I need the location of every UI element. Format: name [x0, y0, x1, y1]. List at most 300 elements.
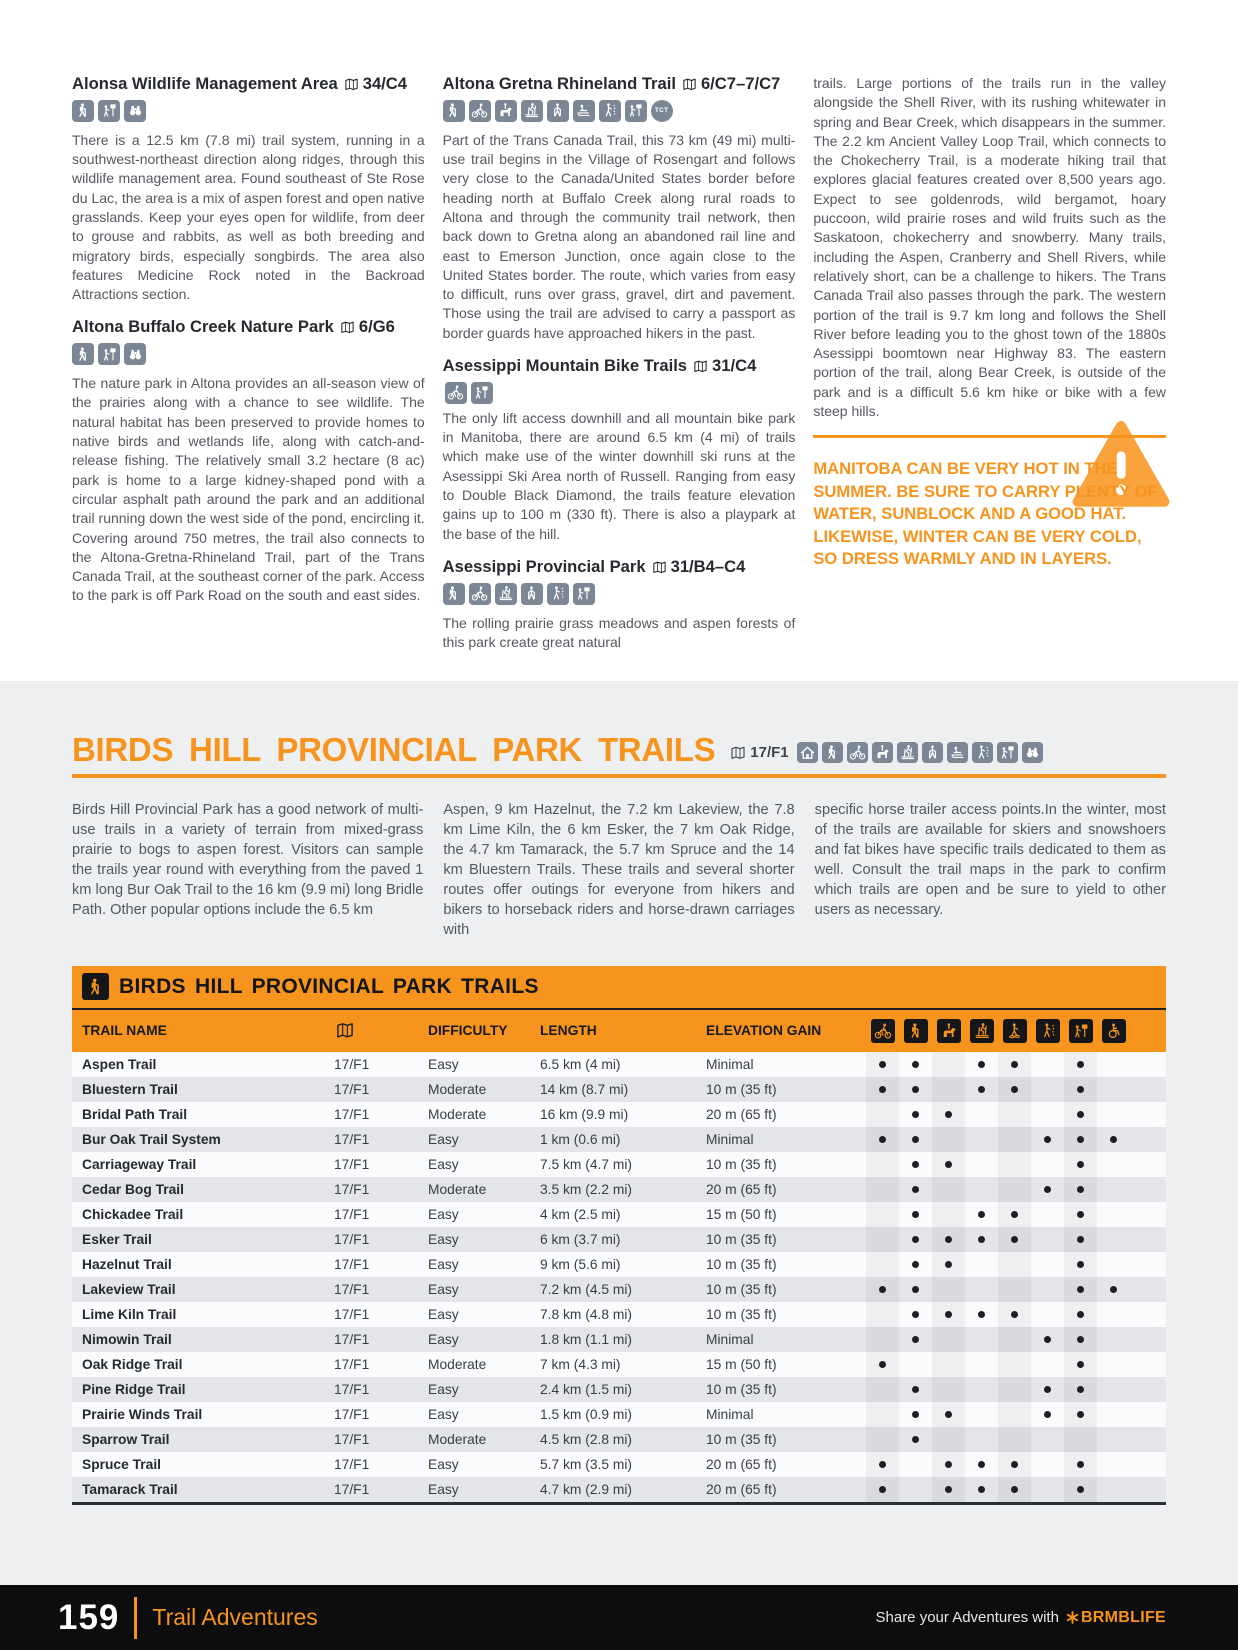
elevation-cell: 20 m (65 ft): [706, 1456, 777, 1472]
activity-dot: [1077, 1211, 1084, 1218]
elevation-cell: 10 m (35 ft): [706, 1381, 777, 1397]
activity-cell: [932, 1277, 965, 1302]
activity-cell: [1097, 1477, 1130, 1502]
activity-dot: [1077, 1286, 1084, 1293]
section-title: BIRDS HILL PROVINCIAL PARK TRAILS: [72, 731, 716, 768]
activity-cell: [965, 1202, 998, 1227]
hiking-icon: [72, 343, 94, 365]
activity-cell: [932, 1052, 965, 1077]
activity-cell: [998, 1377, 1031, 1402]
article: [443, 557, 796, 652]
activity-dot: [1044, 1336, 1051, 1343]
map-ref-text: 6/C7–7/C7: [700, 74, 781, 93]
map-ref-text: 31/C4: [712, 356, 757, 375]
asterisk-star-icon: [1066, 1611, 1079, 1624]
length-cell: 1.8 km (1.1 mi): [540, 1331, 632, 1347]
table-row: [72, 1327, 1166, 1352]
table-row: [72, 1202, 1166, 1227]
activity-dot: [912, 1286, 919, 1293]
trail-name-cell: Lakeview Trail: [82, 1281, 176, 1297]
trail-name-cell: Bluestern Trail: [82, 1081, 178, 1097]
activity-dot: [978, 1461, 985, 1468]
activity-cell: [1097, 1102, 1130, 1127]
activity-cell: [965, 1102, 998, 1127]
trail-name-cell: Bridal Path Trail: [82, 1106, 188, 1122]
hiker-icon: [82, 973, 109, 1000]
activity-cell: [932, 1252, 965, 1277]
difficulty-cell: Easy: [428, 1131, 459, 1147]
activity-cell: [965, 1477, 998, 1502]
activity-dot: [945, 1461, 952, 1468]
activity-dot: [1077, 1136, 1084, 1143]
activity-cell: [899, 1427, 932, 1452]
table-row: [72, 1427, 1166, 1452]
map-ref-cell: 17/F1: [334, 1181, 370, 1197]
activity-cell: [866, 1152, 899, 1177]
map-ref: [692, 356, 756, 377]
article-continuation-text: trails. Large portions of the trails run in the valley alongside the Shell River, with its rushing whitewater in spring and Bear Creek, which disappears in the summer. The 2.2 km Ancient Valley Loop Trail, which connects to the Chokecherry Trail, is a moderate hiking trail that explores glacial features created over 8,500 years ago. Expect to see goldenrods, wild bergamot, hoary puccoon, wild prairie roses and wild fruits such as the Saskatoon, chokecherry and snowberry. Many trails, including the Aspen, Cranberry and Shell Rivers, while relatively short, can be a challenge to hikers. The Trans Canada Trail also passes through the park. The western portion of the trail is 9.7 km long and follows the Shell River before leading you to the ghost town of the 1880s Asessippi boomtown near Highway 83. The eastern portion of the trail, along Bear Creek, is outside of the park and is a difficult 5.6 km hike or bike with a few steep hills.: [813, 75, 1167, 420]
activity-cell: [932, 1327, 965, 1352]
activity-cell: [1097, 1452, 1130, 1477]
activity-icons: [72, 343, 425, 365]
interpretive-icon: [573, 583, 595, 605]
activity-cell: [965, 1427, 998, 1452]
trails-table: [72, 966, 1166, 1505]
activity-cell: [1097, 1402, 1130, 1427]
activity-cell: [1064, 1102, 1097, 1127]
activity-cell: [1031, 1127, 1064, 1152]
activity-cell: [932, 1227, 965, 1252]
table-row: [72, 1127, 1166, 1152]
trail-name-cell: Nimowin Trail: [82, 1331, 172, 1347]
elevation-cell: 10 m (35 ft): [706, 1256, 777, 1272]
activity-cell: [1031, 1477, 1064, 1502]
map-ref-cell: 17/F1: [334, 1081, 370, 1097]
length-cell: 4.7 km (2.9 mi): [540, 1481, 632, 1497]
activity-dot: [945, 1311, 952, 1318]
activity-cell: [866, 1352, 899, 1377]
activity-dot: [1011, 1461, 1018, 1468]
activity-dot: [1077, 1261, 1084, 1268]
elevation-cell: 15 m (50 ft): [706, 1356, 777, 1372]
activity-cell: [1031, 1352, 1064, 1377]
activity-cell: [1031, 1452, 1064, 1477]
activity-cell: [965, 1302, 998, 1327]
activity-cell: [932, 1177, 965, 1202]
activity-dot: [879, 1486, 886, 1493]
activity-cell: [1097, 1377, 1130, 1402]
activity-cell: [932, 1127, 965, 1152]
activity-cell: [866, 1202, 899, 1227]
activity-dot: [912, 1061, 919, 1068]
length-cell: 4 km (2.5 mi): [540, 1206, 621, 1222]
trekking-icon: [599, 100, 621, 122]
map-ref-text: 34/C4: [362, 74, 407, 93]
activity-dot: [912, 1111, 919, 1118]
activity-dot: [1077, 1411, 1084, 1418]
map-ref-cell: 17/F1: [334, 1381, 370, 1397]
activity-dot: [1077, 1361, 1084, 1368]
activity-cell: [1031, 1252, 1064, 1277]
map-icon: [339, 320, 356, 335]
table-row: [72, 1452, 1166, 1477]
map-ref-cell: 17/F1: [334, 1056, 370, 1072]
difficulty-cell: Easy: [428, 1381, 459, 1397]
activity-dot: [1011, 1211, 1018, 1218]
article-body: The rolling prairie grass meadows and aspen forests of this park create great natural: [442, 614, 796, 650]
xc-skiing-column-icon: [970, 1019, 994, 1043]
activity-dot: [912, 1386, 919, 1393]
table-row: [72, 1277, 1166, 1302]
trekking-icon: [547, 583, 569, 605]
activity-cell: [1031, 1302, 1064, 1327]
activity-cell: [1031, 1427, 1064, 1452]
activity-dot: [945, 1111, 952, 1118]
trail-name-cell: Bur Oak Trail System: [82, 1131, 221, 1147]
elevation-cell: 10 m (35 ft): [706, 1231, 777, 1247]
activity-cell: [1064, 1427, 1097, 1452]
activity-dot: [879, 1286, 886, 1293]
activity-cell: [965, 1252, 998, 1277]
activity-dot: [1077, 1061, 1084, 1068]
difficulty-cell: Easy: [428, 1481, 459, 1497]
intro-paragraph: Birds Hill Provincial Park has a good network of multi-use trails in a variety of terrain from mixed-grass prairie to bogs to aspen forest. Visitors can sample the trails year round with everything from the paved 1 km long Bur Oak Trail to the 16 km (9.9 mi) long Bridle Path. Other popular options include the 6.5 km: [72, 801, 424, 918]
footer-share-text: Share your Adventures with: [875, 1609, 1059, 1626]
article-title-text: Asessippi Provincial Park: [442, 556, 646, 576]
activity-cell: [965, 1452, 998, 1477]
activity-cell: [1031, 1177, 1064, 1202]
map-ref: [681, 74, 780, 95]
hiking-icon: [443, 100, 465, 122]
activity-dot: [1077, 1111, 1084, 1118]
wildlife-viewing-icon: [1022, 742, 1043, 763]
map-ref-cell: 17/F1: [334, 1306, 370, 1322]
activity-cell: [1064, 1477, 1097, 1502]
article-body: The nature park in Altona provides an all-season view of the prairies along with a chance to see wildlife. The natural habitat has been preserved to provide homes to native birds and wetlands life, along with catch-and-release fishing. The relatively small 3.2 hectare (8 ac) park is home to a large kidney-shaped pond with a circular asphalt path around the park and an additional trail running down the west side of the pond, encircling it. Covering around 750 metres, the trail also connects to the Altona-Gretna-Rhineland Trail, part of the Trans Canada Trail, at the southeast corner of the park. Access to the park is off Park Road on the south and east sides.: [72, 375, 425, 604]
difficulty-cell: Moderate: [428, 1356, 487, 1372]
map-ref-cell: 17/F1: [334, 1106, 370, 1122]
biking-icon: [469, 583, 491, 605]
activity-cell: [866, 1477, 899, 1502]
activity-dot: [945, 1411, 952, 1418]
activity-cell: [998, 1077, 1031, 1102]
activity-cell: [866, 1077, 899, 1102]
length-cell: 3.5 km (2.2 mi): [540, 1181, 632, 1197]
activity-cell: [965, 1277, 998, 1302]
difficulty-cell: Easy: [428, 1256, 459, 1272]
wildlife-viewing-icon: [124, 343, 146, 365]
map-ref-cell: 17/F1: [334, 1281, 370, 1297]
trail-name-cell: Aspen Trail: [82, 1056, 157, 1072]
activity-dot: [1077, 1086, 1084, 1093]
trail-name-cell: Spruce Trail: [82, 1456, 161, 1472]
elevation-cell: Minimal: [706, 1406, 754, 1422]
length-cell: 1 km (0.6 mi): [540, 1131, 621, 1147]
activity-cell: [866, 1452, 899, 1477]
activity-cell: [965, 1177, 998, 1202]
map-icon: [692, 359, 709, 374]
activity-cell: [1064, 1077, 1097, 1102]
activity-cell: [1031, 1377, 1064, 1402]
difficulty-cell: Moderate: [428, 1431, 487, 1447]
article-title-text: Asessippi Mountain Bike Trails: [442, 356, 688, 375]
activity-cell: [998, 1127, 1031, 1152]
article-column-2: [443, 74, 796, 681]
horseback-icon: [872, 742, 893, 763]
length-cell: 7 km (4.3 mi): [540, 1356, 621, 1372]
article: [72, 74, 425, 304]
activity-cell: [899, 1402, 932, 1427]
activity-dot: [912, 1186, 919, 1193]
article: [443, 356, 796, 544]
activity-cell: [1064, 1177, 1097, 1202]
table-row: [72, 1477, 1166, 1502]
activity-cell: [1031, 1102, 1064, 1127]
snowshoeing-column-icon: [1003, 1019, 1027, 1043]
activity-dot: [978, 1311, 985, 1318]
length-cell: 6 km (3.7 mi): [540, 1231, 621, 1247]
article-title-text: Altona Buffalo Creek Nature Park: [72, 317, 334, 337]
activity-dot: [1044, 1386, 1051, 1393]
activity-cell: [1064, 1127, 1097, 1152]
article-column-1: [72, 74, 425, 681]
trail-name-cell: Oak Ridge Trail: [82, 1356, 183, 1372]
activity-dot: [1110, 1136, 1117, 1143]
activity-cell: [866, 1427, 899, 1452]
activity-cell: [932, 1077, 965, 1102]
trail-name-cell: Esker Trail: [82, 1231, 152, 1247]
hiking-icon: [822, 742, 843, 763]
difficulty-cell: Easy: [428, 1231, 459, 1247]
difficulty-cell: Easy: [428, 1331, 459, 1347]
table-row: [72, 1302, 1166, 1327]
activity-cell: [866, 1277, 899, 1302]
activity-dot: [912, 1161, 919, 1168]
activity-dot: [1011, 1486, 1018, 1493]
activity-cell: [1097, 1152, 1130, 1177]
article-body: There is a 12.5 km (7.8 mi) trail system, running in a southwest-northeast direction along ridges, through this wildlife management area. Found southeast of Ste Rose du Lac, the area is a mix of aspen forest and open native grasslands. Keep your eyes open for wildlife, from deer to grouse and rabbits, as well as both breeding and migratory birds, especially songbirds. The area also features Medicine Rock noted in the Backroad Attractions section.: [72, 131, 425, 303]
table-header-row: [72, 1010, 1166, 1052]
activity-dot: [1077, 1161, 1084, 1168]
elevation-cell: Minimal: [706, 1331, 754, 1347]
map-icon: [343, 77, 360, 92]
activity-cell: [899, 1202, 932, 1227]
interpretive-icon: [625, 100, 647, 122]
activity-cell: [932, 1152, 965, 1177]
warning-rule: [813, 435, 1166, 438]
map-ref-text: 31/B4–C4: [670, 556, 746, 576]
activity-dot: [978, 1086, 985, 1093]
activity-cell: [899, 1352, 932, 1377]
section-intro: [72, 800, 1166, 940]
difficulty-cell: Easy: [428, 1056, 459, 1072]
activity-cell: [1064, 1302, 1097, 1327]
activity-cell: [1097, 1352, 1130, 1377]
article: [72, 317, 425, 605]
length-cell: 16 km (9.9 mi): [540, 1106, 629, 1122]
table-row: [72, 1352, 1166, 1377]
activity-cell: [1031, 1152, 1064, 1177]
activity-dot: [1044, 1186, 1051, 1193]
activity-dot: [1044, 1136, 1051, 1143]
activity-cell: [965, 1052, 998, 1077]
table-row: [72, 1052, 1166, 1077]
activity-dot: [1077, 1486, 1084, 1493]
xc-skiing-icon: [897, 742, 918, 763]
walking-icon: [922, 742, 943, 763]
activity-cell: [866, 1302, 899, 1327]
length-cell: 7.2 km (4.5 mi): [540, 1281, 632, 1297]
sledding-icon: [573, 100, 595, 122]
wheelchair-column-icon: [1102, 1019, 1126, 1043]
activity-cell: [899, 1052, 932, 1077]
lodge-icon: [797, 742, 818, 763]
map-ref-cell: 17/F1: [334, 1131, 370, 1147]
activity-cell: [1031, 1277, 1064, 1302]
activity-cell: [998, 1352, 1031, 1377]
biking-icon: [469, 100, 491, 122]
interpretive-column-icon: [1069, 1019, 1093, 1043]
activity-dot: [978, 1211, 985, 1218]
difficulty-cell: Moderate: [428, 1106, 487, 1122]
activity-dot: [1077, 1311, 1084, 1318]
activity-icons: [443, 100, 796, 122]
elevation-cell: 10 m (35 ft): [706, 1081, 777, 1097]
activity-cell: [899, 1277, 932, 1302]
activity-dot: [912, 1411, 919, 1418]
table-title: BIRDS HILL PROVINCIAL PARK TRAILS: [119, 974, 539, 998]
activity-dot: [1011, 1236, 1018, 1243]
difficulty-cell: Easy: [428, 1456, 459, 1472]
tct-badge-icon: TCT: [651, 100, 673, 122]
page-footer: [0, 1585, 1238, 1650]
activity-cell: [965, 1377, 998, 1402]
activity-dot: [879, 1136, 886, 1143]
top-articles-section: [0, 0, 1238, 681]
table-row: [72, 1177, 1166, 1202]
warning-text: MANITOBA CAN BE VERY HOT IN THE SUMMER. BE SURE TO CARRY PLENTY OF WATER, SUNBLOCK AND A GOOD HAT. LIKEWISE, WINTER CAN BE VERY COLD, SO DRESS WARMLY AND IN LAYERS.: [813, 459, 1158, 569]
activity-dot: [1077, 1236, 1084, 1243]
activity-cell: [932, 1452, 965, 1477]
activity-cell: [965, 1352, 998, 1377]
horseback-icon: [495, 100, 517, 122]
activity-cell: [899, 1452, 932, 1477]
activity-cell: [1064, 1402, 1097, 1427]
article-title: [443, 356, 796, 404]
activity-cell: [932, 1102, 965, 1127]
activity-cell: [1031, 1052, 1064, 1077]
activity-cell: [1031, 1327, 1064, 1352]
activity-cell: [866, 1327, 899, 1352]
elevation-cell: 20 m (65 ft): [706, 1181, 777, 1197]
activity-dot: [1044, 1411, 1051, 1418]
activity-cell: [998, 1202, 1031, 1227]
table-row: [72, 1402, 1166, 1427]
map-ref-cell: 17/F1: [334, 1431, 370, 1447]
activity-cell: [1064, 1452, 1097, 1477]
activity-cell: [998, 1402, 1031, 1427]
map-ref-cell: 17/F1: [334, 1406, 370, 1422]
activity-cell: [899, 1302, 932, 1327]
activity-cell: [1097, 1427, 1130, 1452]
activity-dot: [1011, 1086, 1018, 1093]
warning-box: [813, 435, 1166, 571]
trail-name-cell: Lime Kiln Trail: [82, 1306, 177, 1322]
sledding-icon: [947, 742, 968, 763]
length-cell: 7.8 km (4.8 mi): [540, 1306, 632, 1322]
activity-cell: [1064, 1277, 1097, 1302]
elevation-cell: Minimal: [706, 1131, 754, 1147]
activity-cell: [1031, 1402, 1064, 1427]
map-ref-cell: 17/F1: [334, 1206, 370, 1222]
table-body: [72, 1052, 1166, 1502]
activity-icons: [443, 583, 796, 605]
wildlife-viewing-icon: [124, 100, 146, 122]
article-title-text: Altona Gretna Rhineland Trail: [442, 74, 676, 93]
article-title-text: Alonsa Wildlife Management Area: [72, 74, 338, 93]
activity-cell: [1064, 1202, 1097, 1227]
horseback-column-icon: [937, 1019, 961, 1043]
activity-cell: [899, 1177, 932, 1202]
activity-cell: [899, 1377, 932, 1402]
activity-dot: [912, 1211, 919, 1218]
section-map-ref: 17/F1: [729, 744, 788, 761]
brand-logo: BRMBLIFE: [1066, 1609, 1166, 1627]
activity-dot: [978, 1236, 985, 1243]
activity-cell: [1064, 1052, 1097, 1077]
activity-cell: [998, 1302, 1031, 1327]
length-cell: 7.5 km (4.7 mi): [540, 1156, 632, 1172]
activity-cell: [998, 1277, 1031, 1302]
elevation-cell: 10 m (35 ft): [706, 1156, 777, 1172]
activity-dot: [978, 1486, 985, 1493]
activity-cell: [1064, 1227, 1097, 1252]
activity-cell: [965, 1127, 998, 1152]
hiking-icon: [72, 100, 94, 122]
activity-cell: [899, 1327, 932, 1352]
activity-dot: [912, 1336, 919, 1343]
column-header-length: LENGTH: [540, 1023, 597, 1038]
interpretive-icon: [471, 382, 493, 404]
activity-cell: [1097, 1227, 1130, 1252]
biking-icon: [445, 382, 467, 404]
activity-cell: [1031, 1077, 1064, 1102]
activity-cell: [899, 1227, 932, 1252]
activity-dot: [879, 1086, 886, 1093]
trail-name-cell: Chickadee Trail: [82, 1206, 184, 1222]
xc-skiing-icon: [495, 583, 517, 605]
elevation-cell: 20 m (65 ft): [706, 1481, 777, 1497]
activity-cell: [866, 1377, 899, 1402]
article-title: [443, 74, 796, 95]
activity-cell: [998, 1102, 1031, 1127]
map-icon: [681, 77, 698, 92]
map-ref-cell: 17/F1: [334, 1331, 370, 1347]
article-title: [443, 557, 796, 578]
table-row: [72, 1377, 1166, 1402]
difficulty-cell: Easy: [428, 1406, 459, 1422]
elevation-cell: 10 m (35 ft): [706, 1281, 777, 1297]
activity-icons: [72, 100, 425, 122]
footer-section-label: Trail Adventures: [152, 1604, 318, 1630]
activity-cell: [1097, 1252, 1130, 1277]
length-cell: 1.5 km (0.9 mi): [540, 1406, 632, 1422]
activity-cell: [1097, 1302, 1130, 1327]
intro-paragraph: specific horse trailer access points.In the winter, most of the trails are available for skiers and snowshoers and fat bikes have specific trails dedicated to them as well. Consult the trail maps in the park to confirm which trails are open and be sure to yield to other users as necessary.: [814, 801, 1166, 918]
length-cell: 6.5 km (4 mi): [540, 1056, 621, 1072]
activity-cell: [1064, 1252, 1097, 1277]
activity-cell: [965, 1152, 998, 1177]
